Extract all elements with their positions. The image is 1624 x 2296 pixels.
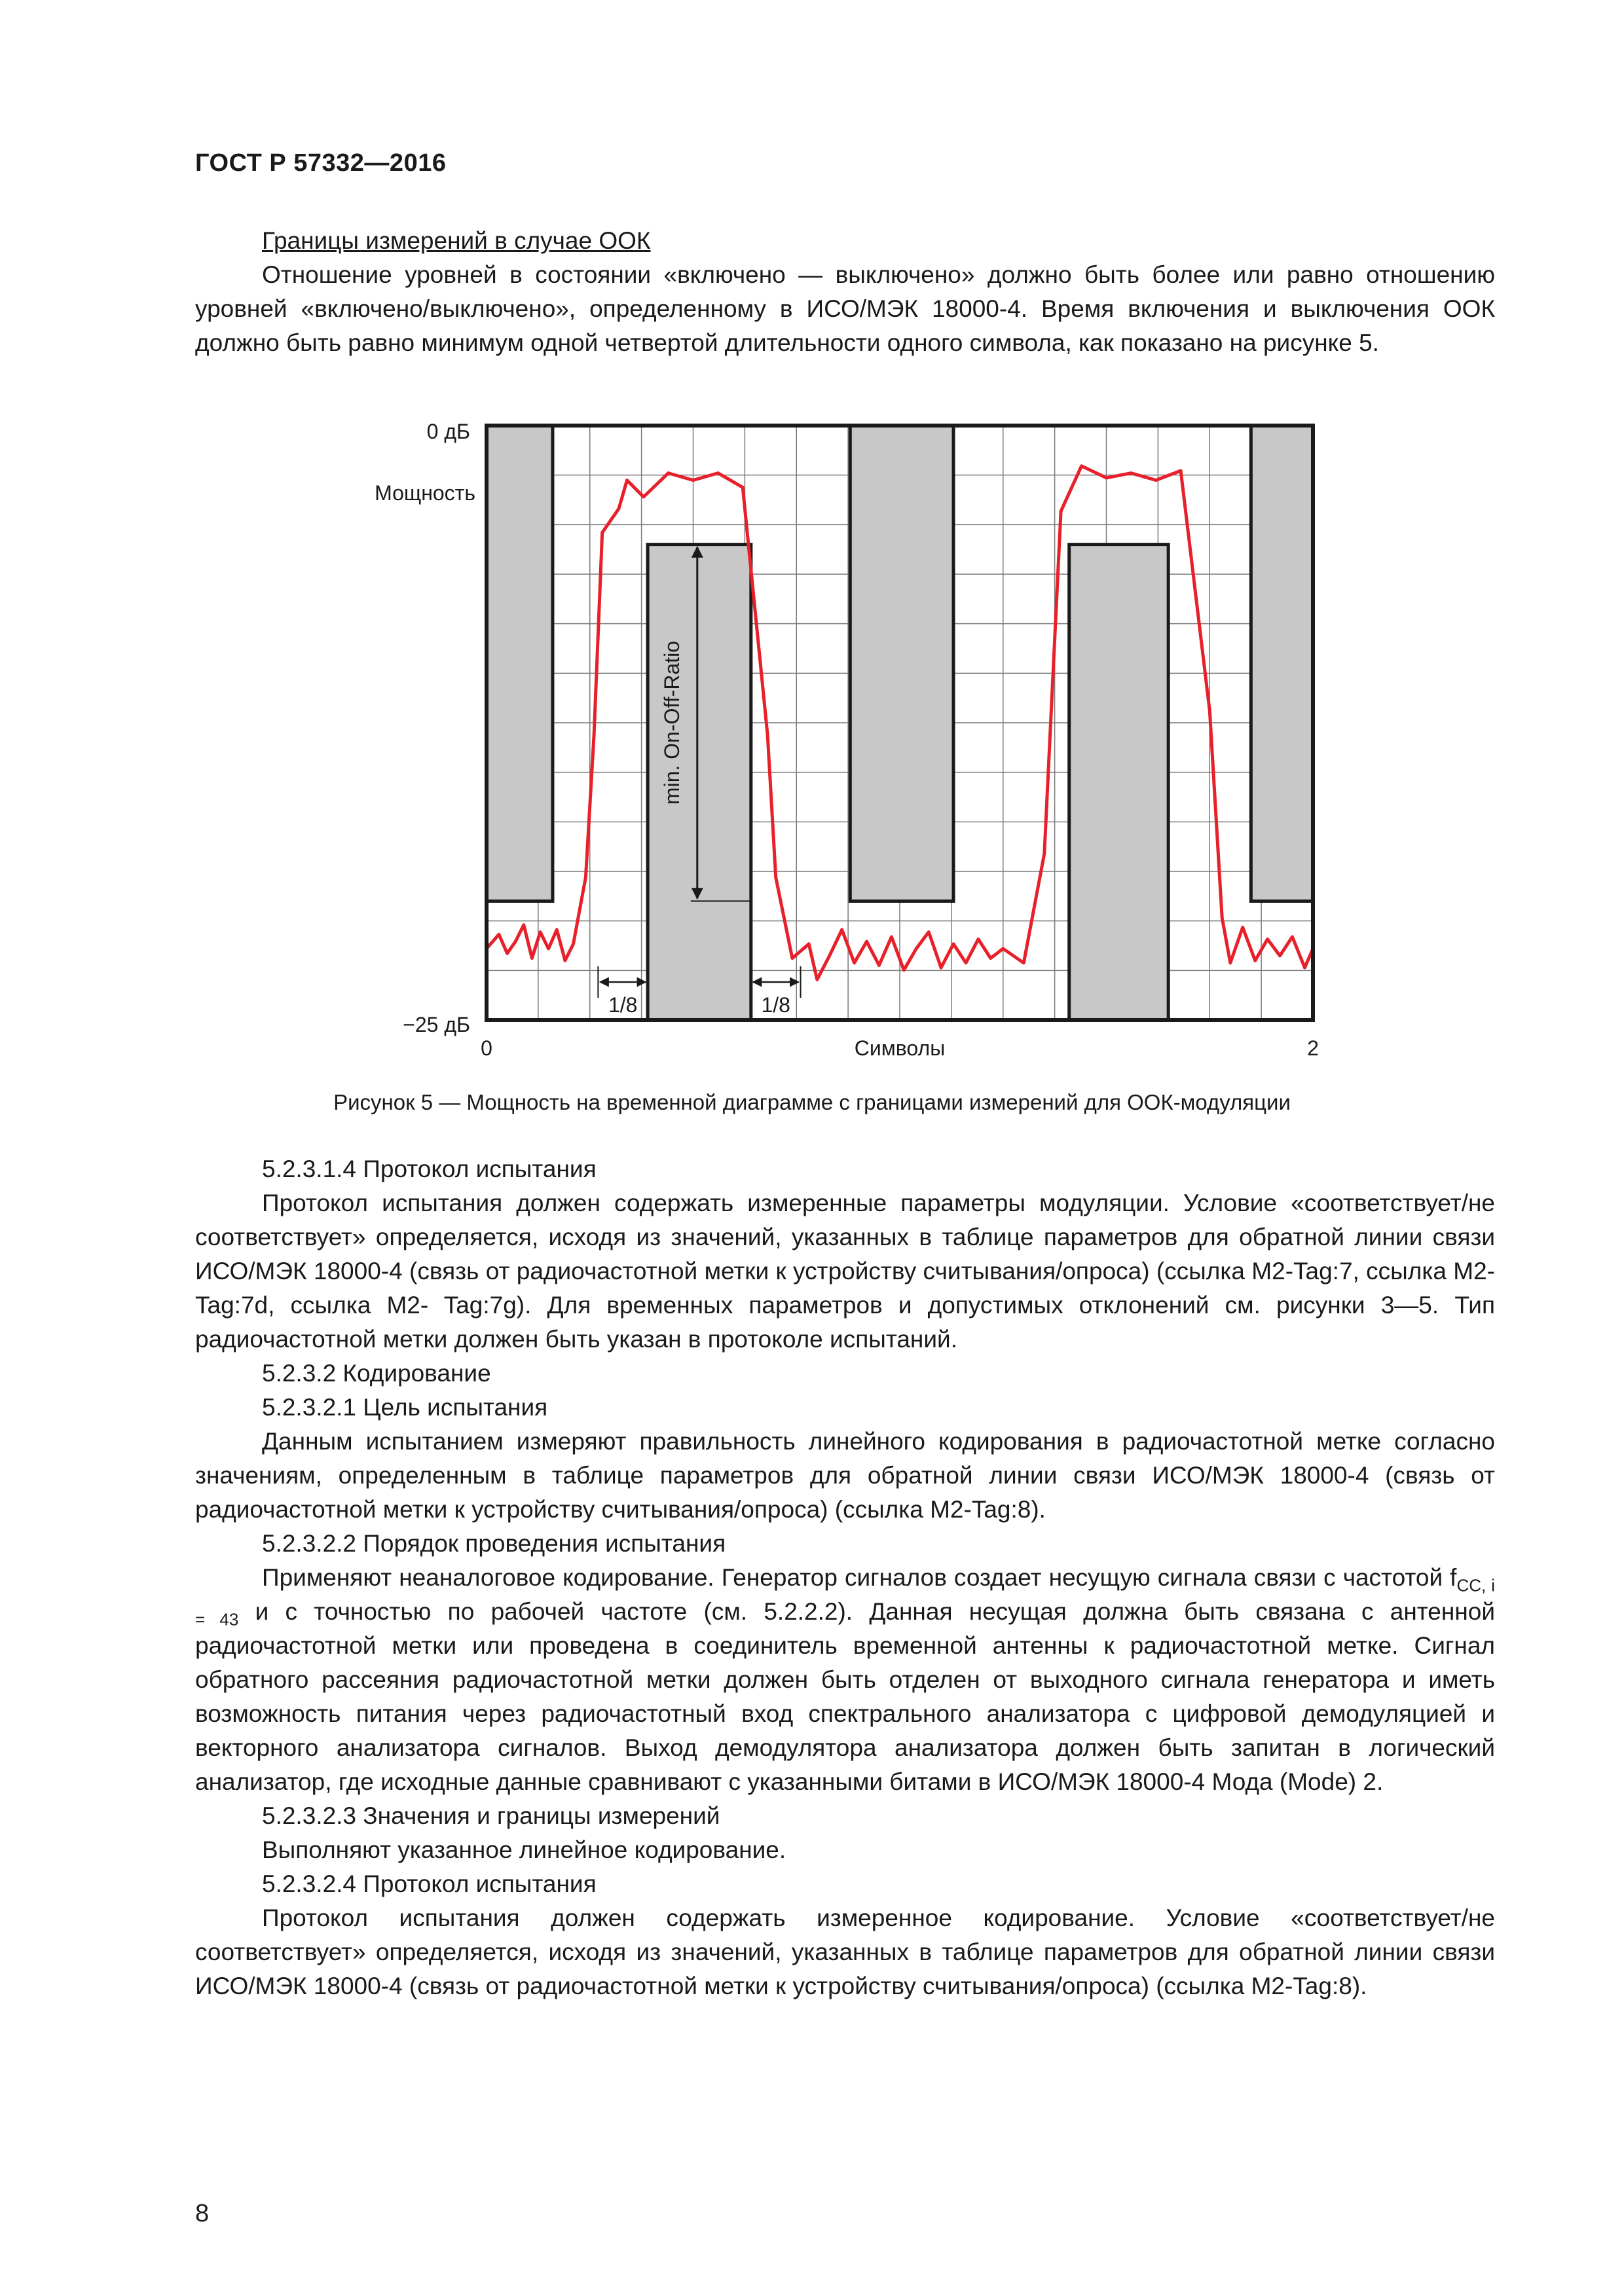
interval-label: 1/8 <box>761 993 790 1017</box>
section-5-2-3-2-2-text-b: и с точностью по рабочей частоте (см. 5.2.2.2). Данная несущая должна быть связана с антенной радиочастотной метки или проведена в соединитель временной антенны к радиочастотной метке. Сигнал обратного рассеяния радиочастотной метки должен быть отделен от выходного сигнала генератора и иметь возможность питания через радиочастотный вход спектрального анализатора с цифровой демодуляцией и векторного анализатора сигналов. Выход демодулятора анализатора должен быть запитан в логический анализатор, где исходные данные сравнивают с указанными битами в ИСО/МЭК 18000-4 Мода (Mode) 2. <box>195 1598 1495 1795</box>
section-5-2-3-2-2-text-a: Применяют неаналоговое кодирование. Генератор сигналов создает несущую сигнала связи с частотой f <box>262 1564 1457 1591</box>
section-5-2-3-2-4-heading: 5.2.3.2.4 Протокол испытания <box>262 1870 597 1897</box>
top-mask-2 <box>850 426 953 901</box>
on-off-ratio-label: min. On-Off-Ratio <box>659 640 684 805</box>
sections-block <box>195 1152 1495 2003</box>
y-top-label: 0 дБ <box>426 420 470 443</box>
figure-caption: Рисунок 5 — Мощность на временной диаграмме с границами измерений для ООК-модуляции <box>333 1090 1291 1114</box>
x-axis-label: Символы <box>854 1036 946 1060</box>
ook-power-chart <box>0 0 1624 1087</box>
section-5-2-3-2-1-heading: 5.2.3.2.1 Цель испытания <box>262 1394 548 1421</box>
top-mask-3 <box>1251 426 1313 901</box>
section-5-2-3-2-4-text: Протокол испытания должен содержать измеренное кодирование. Условие «соответствует/не соответствует» определяется, исходя из значений, указанных в таблице параметров для обратной линии связи ИСО/МЭК 18000-4 (связь от радиочастотной метки к устройству считывания/опроса) (ссылка M2-Tag:8). <box>195 1904 1495 1999</box>
section-5-2-3-2-3-text: Выполняют указанное линейное кодирование. <box>262 1836 786 1863</box>
bottom-mask-2 <box>1069 545 1168 1020</box>
intro-paragraph: Отношение уровней в состоянии «включено — выключено» должно быть более или равно отношению уровней «включено/выключено», определенному в ИСО/МЭК 18000-4. Время включения и выключения ООК должно быть равно минимум одной четвертой длительности одного символа, как показано на рисунке 5. <box>195 261 1495 356</box>
section-5-2-3-1-4-heading: 5.2.3.1.4 Протокол испытания <box>262 1156 597 1182</box>
section-5-2-3-2-2-heading: 5.2.3.2.2 Порядок проведения испытания <box>262 1530 726 1557</box>
x-start-label: 0 <box>481 1036 492 1060</box>
y-axis-label: Мощность <box>375 481 475 505</box>
section-5-2-3-2-1-text: Данным испытанием измеряют правильность линейного кодирования в радиочастотной метке согласно значениям, определенным в таблице параметров для обратной линии связи ИСО/МЭК 18000-4 (связь от радиочастотной метки к устройству считывания/опроса) (ссылка M2-Tag:8). <box>195 1428 1495 1523</box>
page-number: 8 <box>195 2200 210 2227</box>
y-bottom-label: −25 дБ <box>403 1013 470 1036</box>
section-5-2-3-1-4-text: Протокол испытания должен содержать измеренные параметры модуляции. Условие «соответствует/не соответствует» определяется, исходя из значений, указанных в таблице параметров для обратной линии связи ИСО/МЭК 18000-4 (связь от радиочастотной метки к устройству считывания/опроса) (ссылка M2-Tag:7, ссылка M2- Tag:7d, ссылка M2- Tag:7g). Для временных параметров и допустимых отклонений см. рисунки 3—5. Тип радиочастотной метки должен быть указан в протоколе испытаний. <box>195 1190 1495 1353</box>
x-end-label: 2 <box>1307 1036 1319 1060</box>
interval-label: 1/8 <box>608 993 638 1017</box>
intro-subheading: Границы измерений в случае ООК <box>262 227 651 254</box>
section-5-2-3-2-3-heading: 5.2.3.2.3 Значения и границы измерений <box>262 1802 720 1829</box>
top-mask-1 <box>487 426 553 901</box>
section-5-2-3-2-2-text <box>195 1561 1495 1799</box>
section-5-2-3-2-heading: 5.2.3.2 Кодирование <box>262 1360 491 1387</box>
frequency-subscript: CC, i = 43 <box>195 1575 1495 1630</box>
document-header: ГОСТ Р 57332—2016 <box>195 149 447 177</box>
